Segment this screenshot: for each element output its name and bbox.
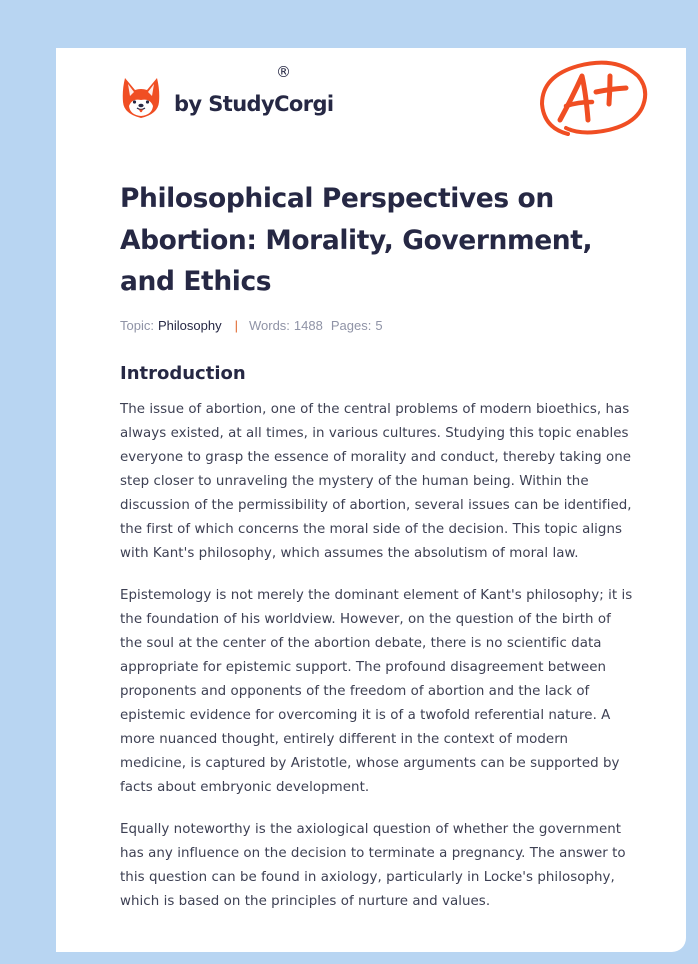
paragraph: Equally noteworthy is the axiological question of whether the government has any influence on the decision to terminate a pregnancy. The answer to this question can be found in axiology, particularly in Locke's philosophy, which is based on the principles of nurture and values. [120, 821, 626, 909]
corgi-logo-icon [122, 76, 160, 120]
studycorgi-logo[interactable] [122, 76, 334, 120]
article-title: Philosophical Perspectives on Abortion: Morality, Government, and Ethics [120, 183, 593, 297]
topic-link[interactable]: Philosophy [157, 318, 222, 333]
pages-count: 5 [375, 318, 383, 333]
a-plus-grade-icon [538, 58, 648, 140]
topic-label: Topic: [120, 318, 154, 333]
document-card [56, 48, 686, 952]
section-heading-introduction: Introduction [120, 362, 246, 384]
registered-mark: ® [276, 63, 291, 81]
paragraph: Epistemology is not merely the dominant element of Kant's philosophy; it is the foundation of his worldview. However, on the question of the birth of the soul at the center of the abortion debate, there is no scientific data appropriate for epistemic support. The profound disagreement between proponents and opponents of the freedom of abortion and the lack of epistemic evidence for overcoming it is of a twofold referential nature. A more nuanced thought, entirely different in the context of modern medicine, is captured by Aristotle, whose arguments can be supported by facts about embryonic development. [120, 587, 633, 795]
paragraph: The issue of abortion, one of the central problems of modern bioethics, has always existed, at all times, in various cultures. Studying this topic enables everyone to grasp the essence of morality and conduct, thereby taking one step closer to unraveling the mystery of the human being. Within the discussion of the permissibility of abortion, several issues can be identified, the first of which concerns the moral side of the decision. This topic aligns with Kant's philosophy, which assumes the absolutism of moral law. [120, 401, 632, 561]
pages-label: Pages: [330, 318, 372, 333]
page-header [56, 48, 686, 158]
meta-separator: | [234, 318, 238, 333]
words-count: 1488 [293, 318, 323, 333]
brand-name: by StudyCorgi [174, 92, 334, 116]
words-label: Words: [248, 318, 290, 333]
article [120, 178, 636, 914]
article-meta [120, 317, 636, 335]
